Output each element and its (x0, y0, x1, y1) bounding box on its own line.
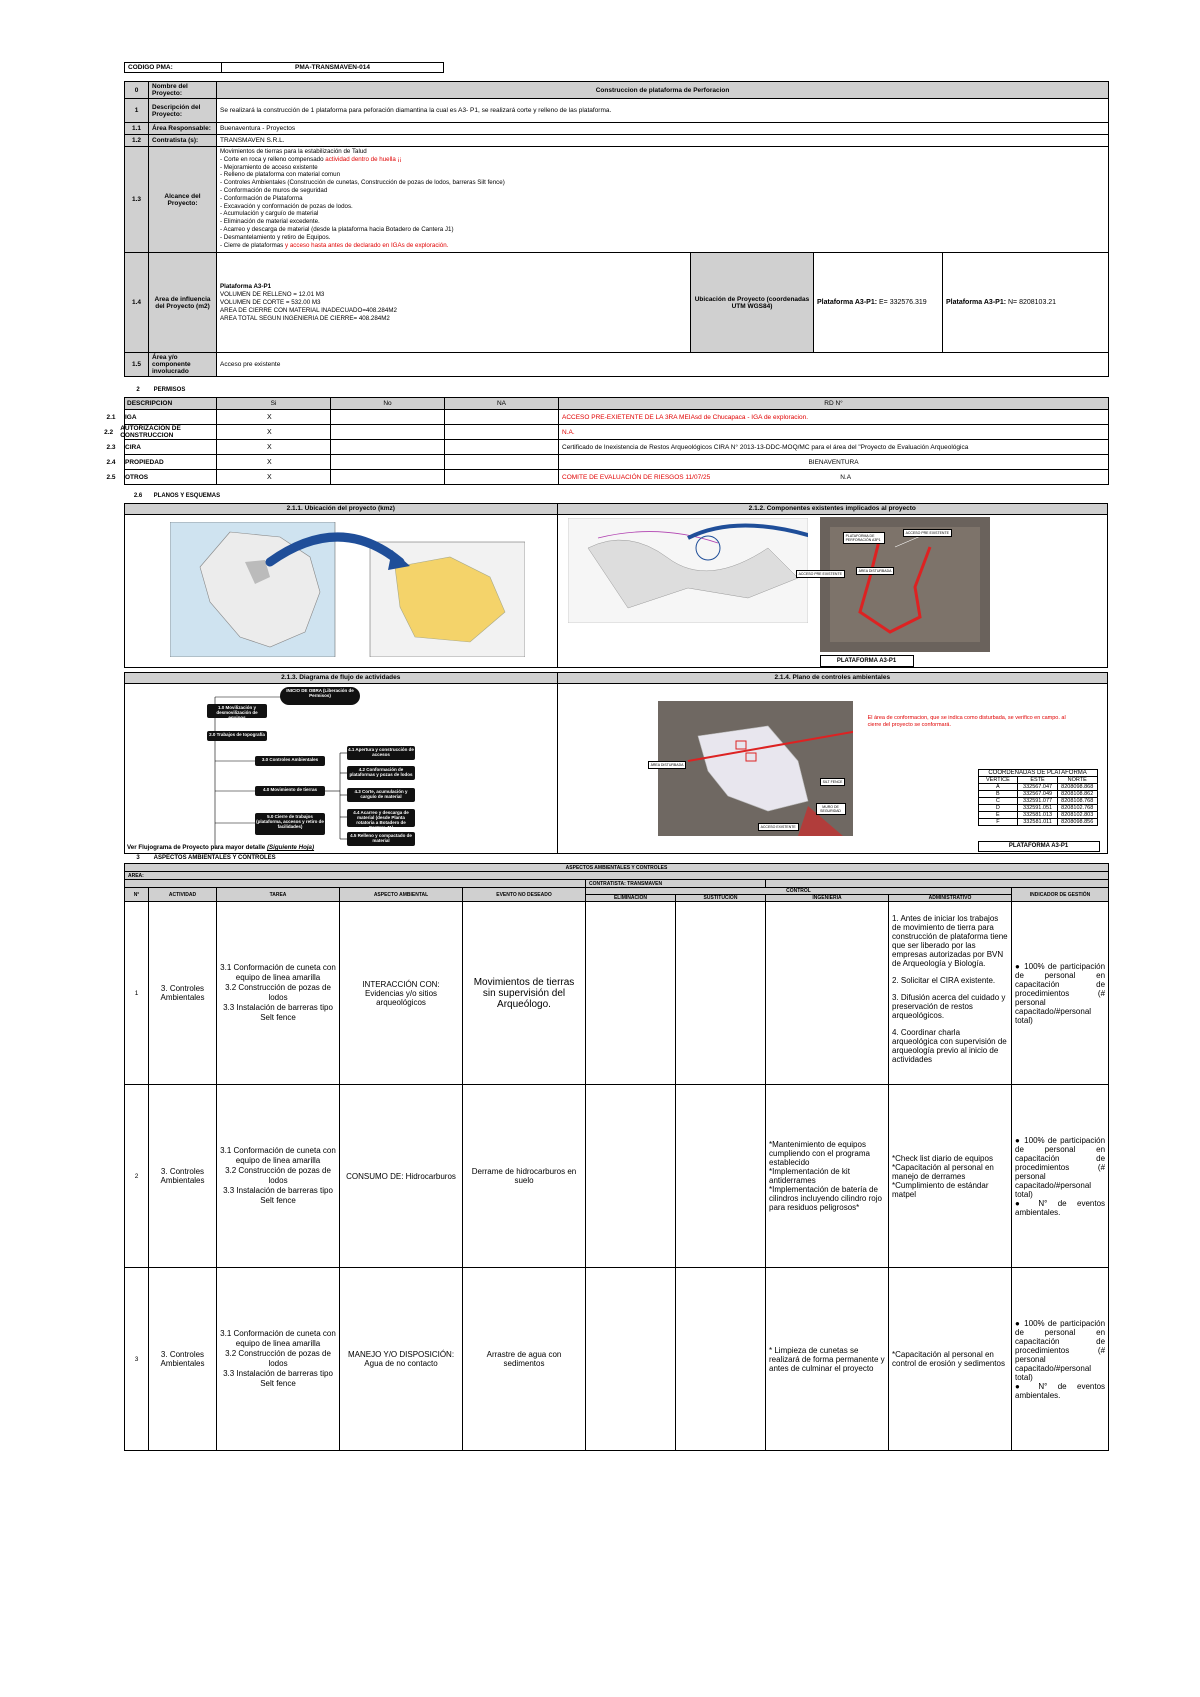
aspecto-sustitucion (676, 1085, 766, 1268)
row-label: Área Responsable: (149, 123, 217, 135)
codigo-label: CODIGO PMA: (125, 63, 222, 73)
administrativo-item: *Capacitación al personal en manejo de derrames (892, 1162, 994, 1181)
topographic-map-image (568, 518, 808, 623)
permiso-si: X (217, 455, 331, 470)
permiso-label: AUTORIZACION DE CONSTRUCCION (120, 425, 181, 439)
alcance-item (220, 179, 1105, 187)
aspectos-table (124, 863, 1109, 1451)
panel-ubicacion (124, 503, 558, 668)
row-label: Área y/o componente involucrado (149, 353, 217, 377)
pma-sheet (104, 62, 1108, 1451)
permiso-rd (559, 455, 1109, 470)
coords-row (978, 798, 1097, 805)
alcance-note: actividad dentro de huella ¡¡ (323, 155, 402, 163)
coord-n-value: N= 8208103.21 (1008, 299, 1057, 306)
alcance-text: Movimientos de tierras para la estabilización de Talud (220, 148, 367, 155)
alcance-item (220, 218, 1105, 226)
aspecto-evento: Movimientos de tierras sin supervisión del Arqueólogo. (463, 902, 586, 1085)
alcance-text: - Conformación de muros de seguridad (220, 186, 328, 194)
coords-title: COORDENADAS DE PLATAFORMA (978, 770, 1097, 777)
permiso-na (445, 455, 559, 470)
section-aspectos (124, 855, 1108, 861)
map-tag: ACCESO EXISTENTE (758, 823, 799, 831)
flow-footer-link[interactable]: (Siguiente Hoja) (266, 844, 315, 851)
permiso-desc (106, 440, 217, 455)
alcance-item (220, 226, 1105, 234)
aspecto-ambiental: INTERACCIÓN CON: Evidencias y/o sitios arqueológicos (340, 902, 463, 1085)
alcance-item (220, 234, 1105, 242)
coords-cell: 8208102.803 (1057, 812, 1097, 819)
permiso-no (331, 455, 445, 470)
permiso-desc (106, 410, 217, 425)
panel-title: 2.1.2. Componentes existentes implicados al proyecto (558, 504, 1107, 515)
ingenieria-item: * Limpieza de cunetas se realizará de forma permanente y antes de culminar el proyecto (769, 1345, 885, 1373)
aspecto-tarea (217, 1085, 340, 1268)
alcance-item (220, 242, 1105, 250)
permiso-no (331, 410, 445, 425)
permiso-desc-wrap (97, 459, 216, 466)
col-header: EVENTO NO DESEADO (463, 888, 586, 902)
permiso-na (445, 410, 559, 425)
alcance-text: - Excavación y conformación de pozas de lodos. (220, 202, 353, 210)
coords-header: NORTE (1057, 777, 1097, 784)
permiso-row (125, 455, 1109, 470)
contratista: TRANSMAVEN S.R.L. (217, 135, 1109, 147)
row-num: 1.3 (125, 147, 149, 253)
panel-title: 2.1.3. Diagrama de flujo de actividades (125, 673, 557, 684)
map-peru-image (170, 522, 525, 657)
coords-cell: B (978, 791, 1018, 798)
planos-row-2 (124, 672, 1108, 854)
permiso-desc-wrap (97, 425, 216, 439)
aspecto-n: 2 (125, 1085, 149, 1268)
permiso-rd (559, 440, 1109, 455)
map-tag: MURO DE SEGURIDAD (816, 803, 846, 815)
aspecto-row (125, 902, 1109, 1085)
alcance-text: - Corte en roca y relleno compensado (220, 155, 324, 163)
permiso-label: CIRA (125, 443, 141, 451)
alcance-text: - Controles Ambientales (Construcción de cunetas, Construcción de pozas de lodos, barreras Silt fence) (220, 179, 505, 187)
coords-cell: 332581.013 (1018, 812, 1058, 819)
permiso-si: X (217, 440, 331, 455)
alcance-item (220, 156, 1105, 164)
map-tag: PLATAFORMA DE PERFORACIÓN A3P1 (843, 532, 885, 544)
permiso-rd (559, 410, 1109, 425)
section-num: 2 (136, 387, 140, 393)
planos-row-1 (124, 503, 1108, 668)
permisos-header: No (331, 398, 445, 410)
permiso-desc-wrap (97, 444, 216, 451)
aspecto-eliminacion (586, 1268, 676, 1451)
influencia-line: AREA DE CIERRE CON MATERIAL INADECUADO=408.284M2 (220, 306, 397, 314)
alcance-item (220, 171, 1105, 179)
aspecto-ingenieria (766, 902, 889, 1085)
coords-cell: 8208098.856 (1057, 819, 1097, 826)
coords-row (978, 805, 1097, 812)
aspecto-eliminacion (586, 1085, 676, 1268)
row-label: Alcance del Proyecto: (149, 147, 217, 253)
permiso-row (125, 470, 1109, 485)
tarea-item: 3.2 Construcción de pozas de lodos (225, 983, 331, 1002)
aspecto-ingenieria (766, 1268, 889, 1451)
administrativo-item: 4. Coordinar charla arqueológica con supervisión de arqueología previo al inicio de actividades (892, 1028, 1007, 1064)
permiso-no (331, 470, 445, 485)
col-header: ADMINISTRATIVO (889, 895, 1012, 902)
aspecto-indicador (1012, 1268, 1109, 1451)
alcance-list (217, 147, 1109, 253)
map-tag: ÁREA DISTURBADA (648, 761, 687, 769)
coords-cell: 332591.077 (1018, 798, 1058, 805)
permiso-row (125, 425, 1109, 440)
area-componente: Acceso pre existente (217, 353, 1109, 377)
permiso-na (445, 440, 559, 455)
section-num: 2.6 (133, 493, 143, 499)
section-num: 3 (136, 855, 140, 861)
ingenieria-item: *Implementación de batería de cilindros incluyendo cilindro rojo para residuos peligrosos* (769, 1185, 882, 1212)
aspecto-n: 3 (125, 1268, 149, 1451)
permiso-num: 2.5 (106, 473, 116, 481)
alcance-text: - Eliminación de material excedente. (220, 218, 320, 226)
coord-e-label: Plataforma A3-P1: (817, 299, 878, 306)
panel-componentes (558, 503, 1108, 668)
alcance-item (220, 164, 1105, 172)
row-num: 1.1 (125, 123, 149, 135)
permisos-header: DESCRIPCION (125, 398, 217, 410)
codigo-table (124, 62, 444, 73)
permiso-si: X (217, 410, 331, 425)
coords-cell: 8208108.768 (1057, 798, 1097, 805)
tarea-item: 3.1 Conformación de cuneta con equipo de linea amarilla (220, 963, 336, 982)
permiso-label: IGA (125, 413, 137, 421)
coord-n (943, 253, 1109, 353)
coords-header: ESTE (1018, 777, 1058, 784)
row-label: Contratista (s): (149, 135, 217, 147)
permiso-desc-wrap (97, 414, 216, 421)
flow-subnode: 4.3 Corte, acumulación y carguío de material (347, 788, 415, 802)
col-header-control: CONTROL (586, 888, 1012, 895)
permiso-desc (106, 470, 217, 485)
aspecto-sustitucion (676, 1268, 766, 1451)
permiso-label: PROPIEDAD (125, 458, 164, 466)
alcance-text: - Conformación de Plataforma (220, 194, 303, 202)
indicador-item: ● 100% de participación de personal en capacitación de procedimientos (# personal capacitado/#personal total) (1015, 1318, 1106, 1382)
col-header: INGENIERÍA (766, 895, 889, 902)
permiso-label: OTROS (125, 473, 149, 481)
alcance-item (220, 203, 1105, 211)
row-label: Descripción del Proyecto: (149, 99, 217, 123)
row-num: 1 (125, 99, 149, 123)
permiso-desc-wrap (97, 474, 216, 481)
tarea-item: 3.2 Construcción de pozas de lodos (225, 1349, 331, 1368)
administrativo-item: *Capacitación al personal en control de erosión y sedimentos (892, 1350, 1005, 1368)
coord-e (814, 253, 943, 353)
permiso-rd-text: BIENAVENTURA (808, 458, 859, 466)
section-title: ASPECTOS AMBIENTALES Y CONTROLES (153, 855, 276, 861)
coord-e-value: E= 332576.319 (879, 299, 927, 306)
alcance-text: - Acumulación y carguío de material (220, 210, 319, 218)
control-note: El área de conformacion, que se indica como disturbada, se verifico en campo. al cierre del proyecto se conformará. (867, 715, 1066, 728)
section-title: PLANOS Y ESQUEMAS (153, 493, 221, 499)
indicador-item: ● 100% de participación de personal en capacitación de procedimientos (# personal capacitado/#personal total) (1015, 1135, 1106, 1199)
map-tag: SILT FENCE (820, 778, 846, 786)
aspecto-ambiental: CONSUMO DE: Hidrocarburos (340, 1085, 463, 1268)
aspectos-banner: ASPECTOS AMBIENTALES Y CONTROLES (125, 864, 1109, 872)
flow-subnode: 4.1 Apertura y construcción de accesos (347, 746, 415, 760)
aspecto-evento: Arrastre de agua con sedimentos (463, 1268, 586, 1451)
influencia-line: VOLUMEN DE CORTE = 532.00 M3 (220, 298, 321, 306)
coord-n-label: Plataforma A3-P1: (946, 299, 1007, 306)
aspecto-evento: Derrame de hidrocarburos en suelo (463, 1085, 586, 1268)
map-caption: PLATAFORMA A3-P1 (820, 655, 914, 667)
tarea-item: 3.3 Instalación de barreras tipo Selt fence (223, 1003, 333, 1022)
indicador-item: ● 100% de participación de personal en capacitación de procedimientos (# personal capacitado/#personal total) (1015, 961, 1106, 1025)
permiso-rd (559, 470, 1109, 485)
aspecto-row (125, 1085, 1109, 1268)
permiso-rd-text: COMITE DE EVALUACIÓN DE RIESGOS 11/07/25 (562, 473, 711, 481)
alcance-item (220, 210, 1105, 218)
flow-node: 5.0 Cierre de trabajos (plataforma, accesos y retiro de facilidades) (255, 813, 325, 835)
coords-row (978, 819, 1097, 826)
alcance-text: - Cierre de plataformas (220, 241, 284, 249)
permiso-rd-text: ACCESO PRE-EXIETENTE DE LA 3RA MEIAsd de Chucapaca - IGA de exploracion. (562, 413, 809, 421)
coords-cell: 332581.011 (1018, 819, 1058, 826)
aspectos-body (125, 902, 1109, 1451)
alcance-text: - Relleno de plataforma con material comun (220, 171, 341, 179)
permiso-desc (106, 455, 217, 470)
indicador-item: ● N° de eventos ambientales. (1015, 1198, 1106, 1217)
influencia-detail (217, 253, 691, 353)
influencia-lines (220, 291, 687, 323)
coords-cell: A (978, 784, 1018, 791)
aspecto-ingenieria (766, 1085, 889, 1268)
permisos-header: Si (217, 398, 331, 410)
col-header: TAREA (217, 888, 340, 902)
col-header: SUSTITUCIÓN (676, 895, 766, 902)
coords-row (978, 784, 1097, 791)
permiso-rd-text: N.A. (562, 428, 575, 436)
panel-controles (558, 672, 1108, 854)
permiso-na (445, 425, 559, 440)
alcance-note: y acceso hasta antes de declarado en IGAs de exploración. (283, 241, 449, 249)
aspecto-eliminacion (586, 902, 676, 1085)
permiso-row (125, 440, 1109, 455)
section-permisos (124, 387, 1108, 393)
alcance-item (220, 195, 1105, 203)
control-plan-image (658, 701, 853, 836)
permiso-num: 2.2 (104, 428, 114, 436)
tarea-item: 3.2 Construcción de pozas de lodos (225, 1166, 331, 1185)
coords-cell: 8208108.862 (1057, 791, 1097, 798)
flow-subnode: 4.5 Relleno y compactado de material (347, 832, 415, 846)
map-tag: ÁREA DISTURBADA (856, 567, 895, 575)
permiso-row (125, 410, 1109, 425)
coords-cell: 332591.051 (1018, 805, 1058, 812)
control-caption: PLATAFORMA A3-P1 (978, 841, 1100, 852)
administrativo-item: 1. Antes de iniciar los trabajos de movimiento de tierra para construcción de plataforma tiene que ser liberado por las empresas autorizadas por BVN de Arqueología y Biología. (892, 914, 1008, 968)
coords-cell: 8208098.868 (1057, 784, 1097, 791)
section-title: PERMISOS (153, 387, 186, 393)
flow-footer[interactable] (127, 844, 314, 851)
flow-node: 4.0 Movimiento de tierras (255, 786, 325, 796)
flow-footer-text: Ver Flujograma de Proyecto para mayor detalle (127, 844, 267, 851)
coords-cell: D (978, 805, 1018, 812)
flow-node: 3.0 Controles Ambientales (255, 756, 325, 766)
col-header: ELIMINACIÓN (586, 895, 676, 902)
permisos-body (104, 410, 1109, 485)
aspecto-n: 1 (125, 902, 149, 1085)
flow-subnode: 4.4 Acarreo y descarga de material (desde Planta rotatoria a Botadero de Cantera J1) (347, 809, 415, 827)
aspecto-actividad: 3. Controles Ambientales (149, 902, 217, 1085)
col-header: INDICADOR DE GESTIÓN (1012, 888, 1109, 902)
codigo-value: PMA-TRANSMAVEN-014 (222, 63, 444, 73)
general-table (124, 81, 1109, 377)
aspecto-administrativo (889, 1085, 1012, 1268)
coords-row (978, 812, 1097, 819)
permiso-na (445, 470, 559, 485)
tarea-item: 3.3 Instalación de barreras tipo Selt fence (223, 1186, 333, 1205)
coords-header: VERTICE (978, 777, 1018, 784)
coords-cell: 332567.047 (1018, 784, 1058, 791)
coords-cell: 8208102.768 (1057, 805, 1097, 812)
indicador-item: ● N° de eventos ambientales. (1015, 1381, 1106, 1400)
administrativo-item: *Cumplimiento de estándar matpel (892, 1180, 989, 1199)
aspectos-area: AREA: (125, 872, 1109, 880)
aspectos-contratista: CONTRATISTA: TRANSMAVEN (586, 880, 766, 888)
coords-cell: E (978, 812, 1018, 819)
col-header: ASPECTO AMBIENTAL (340, 888, 463, 902)
aspecto-indicador (1012, 902, 1109, 1085)
row-label: Nombre del Proyecto: (149, 82, 217, 99)
area-responsable: Buenaventura - Proyectos (217, 123, 1109, 135)
tarea-item: 3.1 Conformación de cuneta con equipo de linea amarilla (220, 1329, 336, 1348)
influencia-line: VOLUMEN DE RELLENO = 12.01 M3 (220, 290, 325, 298)
aspecto-administrativo (889, 1268, 1012, 1451)
permiso-no (331, 425, 445, 440)
permiso-rd-extra: N.A (840, 473, 852, 481)
row-num: 1.2 (125, 135, 149, 147)
permiso-num: 2.3 (106, 443, 116, 451)
project-name: Construccion de plataforma de Perforacion (217, 82, 1109, 99)
permisos-table (104, 397, 1109, 485)
aspecto-actividad: 3. Controles Ambientales (149, 1085, 217, 1268)
panel-flujo (124, 672, 558, 854)
permiso-si: X (217, 425, 331, 440)
alcance-text: - Mejoramiento de acceso existente (220, 163, 318, 171)
coords-body (978, 784, 1097, 826)
row-label: Area de influencia del Proyecto (m2) (149, 253, 217, 353)
row-num: 0 (125, 82, 149, 99)
permiso-desc (104, 425, 217, 440)
section-planos (124, 493, 1108, 499)
permisos-header: RD N° (559, 398, 1109, 410)
administrativo-item: 2. Solicitar el CIRA existente. (892, 976, 996, 985)
ingenieria-item: *Implementación de kit antiderrames (769, 1167, 850, 1185)
row-num: 1.5 (125, 353, 149, 377)
ingenieria-item: *Mantenimiento de equipos cumpliendo con el programa establecido (769, 1140, 870, 1167)
map-tag: ACCESO PRE EXISTENTE (796, 570, 845, 578)
administrativo-item: *Check list diario de equipos (892, 1153, 993, 1163)
coords-table (978, 769, 1098, 826)
permiso-num: 2.4 (106, 458, 116, 466)
aspecto-administrativo (889, 902, 1012, 1085)
aspecto-ambiental: MANEJO Y/O DISPOSICIÓN: Agua de no contacto (340, 1268, 463, 1451)
alcance-text: - Acarreo y descarga de material (desde la plataforma hacia Botadero de Cantera J1) (220, 225, 454, 233)
permisos-header: NA (445, 398, 559, 410)
flow-start: INICIO DE OBRA (Liberación de Permisos) (280, 687, 360, 705)
row-num: 1.4 (125, 253, 149, 353)
aspecto-tarea (217, 1268, 340, 1451)
alcance-item (220, 187, 1105, 195)
coords-cell: F (978, 819, 1018, 826)
alcance-item (220, 148, 1105, 156)
flow-subnode: 4.2 Conformación de plataformas y pozas de lodos (347, 766, 415, 780)
permiso-si: X (217, 470, 331, 485)
panel-title: 2.1.1. Ubicación del proyecto (kmz) (125, 504, 557, 515)
panel-title: 2.1.4. Plano de controles ambientales (558, 673, 1107, 684)
aspecto-indicador (1012, 1085, 1109, 1268)
permiso-num: 2.1 (106, 413, 116, 421)
coords-cell: C (978, 798, 1018, 805)
tarea-item: 3.3 Instalación de barreras tipo Selt fence (223, 1369, 333, 1388)
permiso-no (331, 440, 445, 455)
col-header: ACTIVIDAD (149, 888, 217, 902)
coords-row (978, 791, 1097, 798)
permiso-rd-text: Certificado de Inexistencia de Restos Arqueológicos CIRA N° 2013-13-DDC-MOQ/MC para el área del "Proyecto de Evaluación Arqueológica (562, 443, 969, 451)
col-header: N° (125, 888, 149, 902)
flow-node: 1.0 Movilización y desmovilización de equipos (207, 704, 267, 718)
alcance-text: - Desmantelamiento y retiro de Equipos. (220, 233, 331, 241)
aspecto-row (125, 1268, 1109, 1451)
project-description: Se realizará la construcción de 1 plataforma para peforación diamantina la cual es A3- P1, se realizará corte y relleno de las plataforma. (217, 99, 1109, 123)
flow-node: 2.0 Trabajos de topografía (207, 731, 267, 741)
ubicacion-label: Ubicación de Proyecto (coordenadas UTM WGS84) (691, 253, 814, 353)
map-tag: ACCESO PRE EXISTENTE (903, 529, 952, 537)
permiso-rd (559, 425, 1109, 440)
aspecto-tarea (217, 902, 340, 1085)
coords-cell: 332567.049 (1018, 791, 1058, 798)
influencia-title: Plataforma A3-P1 (220, 282, 272, 290)
aspecto-sustitucion (676, 902, 766, 1085)
aspecto-actividad: 3. Controles Ambientales (149, 1268, 217, 1451)
influencia-line: AREA TOTAL SEGUN INGENIERIA DE CIERRE= 408.284M2 (220, 314, 390, 322)
administrativo-item: 3. Difusión acerca del cuidado y preservación de restos arqueológicos. (892, 993, 1006, 1020)
tarea-item: 3.1 Conformación de cuneta con equipo de linea amarilla (220, 1146, 336, 1165)
